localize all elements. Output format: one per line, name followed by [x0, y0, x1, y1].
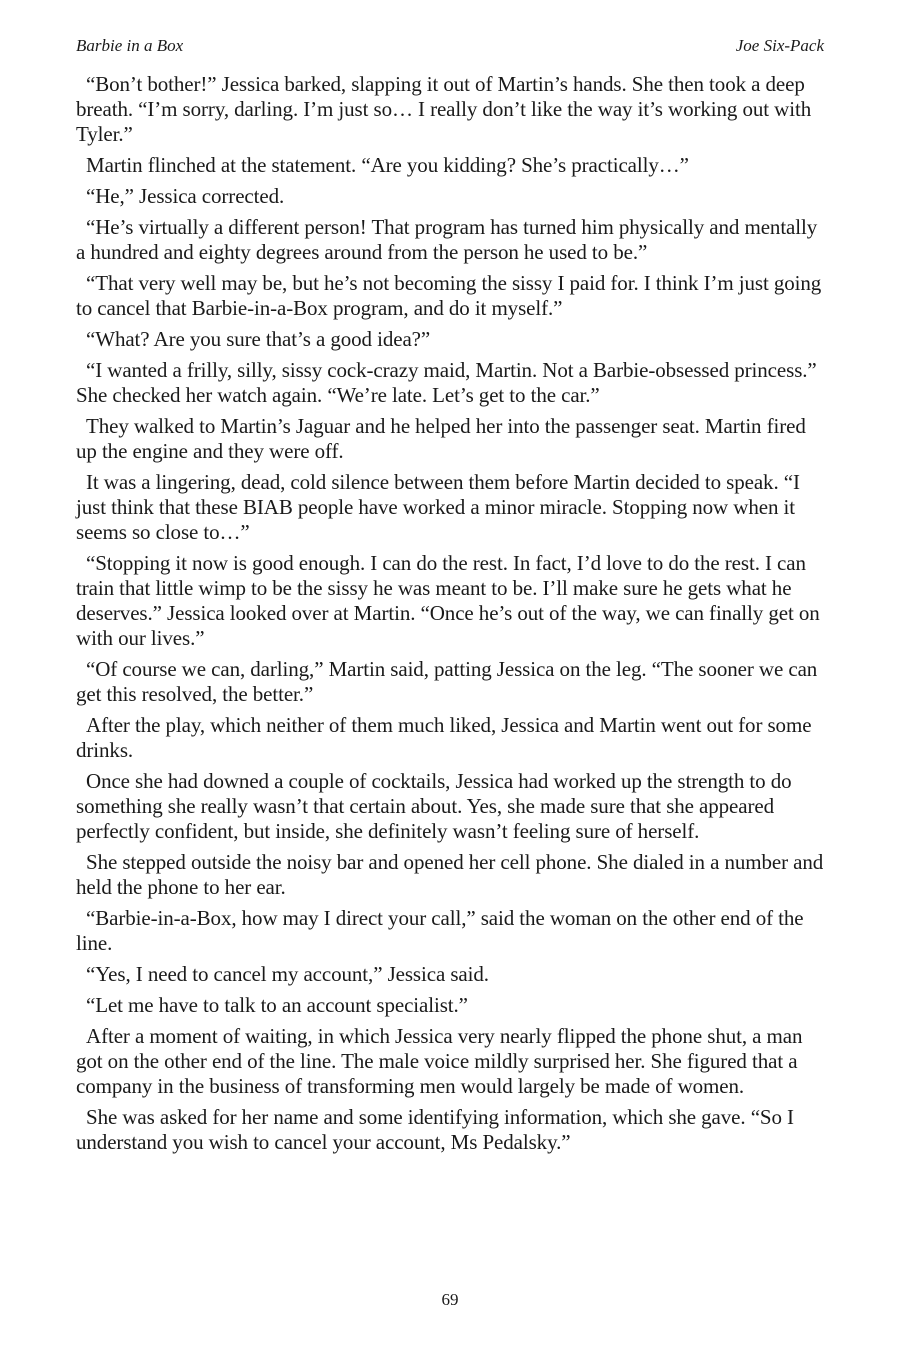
paragraph: Once she had downed a couple of cocktails, Jessica had worked up the strength to do something she really wasn’t that certain about. Yes, she made sure that she appeared perfectly confident, but inside, she definitely wasn’t feeling sure of herself.: [76, 769, 792, 843]
paragraph: “That very well may be, but he’s not becoming the sissy I paid for. I think I’m just going to cancel that Barbie-in-a-Box program, and do it myself.”: [76, 271, 822, 320]
paragraph: “What? Are you sure that’s a good idea?”: [86, 327, 431, 351]
paragraph: Martin flinched at the statement. “Are you kidding? She’s practically…”: [86, 153, 689, 177]
paragraph: “I wanted a frilly, silly, sissy cock-crazy maid, Martin. Not a Barbie-obsessed princess.” She checked her watch again. “We’re late. Let’s get to the car.”: [76, 358, 817, 407]
paragraph: “He’s virtually a different person! That program has turned him physically and mentally a hundred and eighty degrees around from the person he used to be.”: [76, 215, 818, 264]
body-text: [76, 72, 824, 1161]
paragraph: She was asked for her name and some identifying information, which she gave. “So I understand you wish to cancel your account, Ms Pedalsky.”: [76, 1105, 794, 1154]
paragraph: It was a lingering, dead, cold silence between them before Martin decided to speak. “I just think that these BIAB people have worked a minor miracle. Stopping now when it seems so close to…”: [76, 470, 800, 544]
paragraph: “Of course we can, darling,” Martin said, patting Jessica on the leg. “The sooner we can get this resolved, the better.”: [76, 657, 818, 706]
running-header: [76, 36, 824, 58]
paragraph: “Barbie-in-a-Box, how may I direct your call,” said the woman on the other end of the line.: [76, 906, 804, 955]
paragraph: “Let me have to talk to an account specialist.”: [86, 993, 468, 1017]
paragraph: After the play, which neither of them much liked, Jessica and Martin went out for some drinks.: [76, 713, 812, 762]
paragraph: She stepped outside the noisy bar and opened her cell phone. She dialed in a number and held the phone to her ear.: [76, 850, 824, 899]
paragraph: They walked to Martin’s Jaguar and he helped her into the passenger seat. Martin fired up the engine and they were off.: [76, 414, 806, 463]
paragraph: “Stopping it now is good enough. I can do the rest. In fact, I’d love to do the rest. I can train that little wimp to be the sissy he was meant to be. I’ll make sure he gets what he deserves.” Jessica looked over at Martin. “Once he’s out of the way, we can finally get on with our lives.”: [76, 551, 820, 650]
paragraph: “Yes, I need to cancel my account,” Jessica said.: [86, 962, 489, 986]
paragraph: After a moment of waiting, in which Jessica very nearly flipped the phone shut, a man got on the other end of the line. The male voice mildly surprised her. She figured that a company in the business of transforming men would largely be made of women.: [76, 1024, 803, 1098]
page-number: 69: [441, 1290, 459, 1309]
paragraph: “Bon’t bother!” Jessica barked, slapping it out of Martin’s hands. She then took a deep breath. “I’m sorry, darling. I’m just so… I really don’t like the way it’s working out with Tyler.”: [76, 72, 812, 146]
paragraph: “He,” Jessica corrected.: [86, 184, 285, 208]
author-name: Joe Six-Pack: [735, 36, 824, 55]
book-title: Barbie in a Box: [76, 36, 184, 55]
